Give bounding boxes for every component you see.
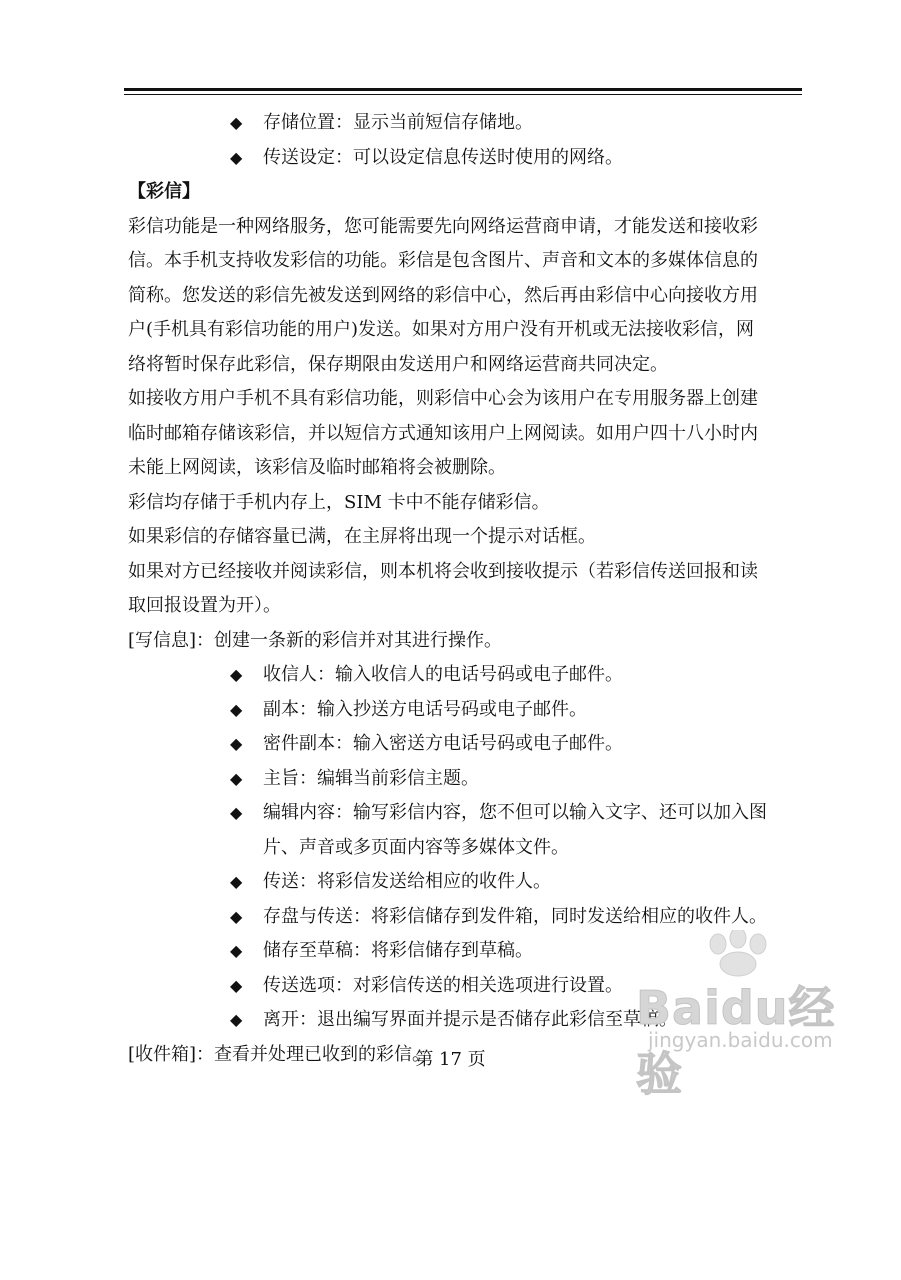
list-item: ◆ 离开：退出编写界面并提示是否储存此彩信至草稿。 xyxy=(128,1003,804,1038)
list-item: ◆ 副本：输入抄送方电话号码或电子邮件。 xyxy=(128,693,804,728)
watermark-url: jingyan.baidu.com xyxy=(648,1028,833,1052)
paw-icon xyxy=(696,930,786,978)
list-item-continuation: 片、声音或多页面内容等多媒体文件。 xyxy=(263,836,569,858)
paragraph-line: 彩信均存储于手机内存上，SIM 卡中不能存储彩信。 xyxy=(128,491,550,513)
list-item: ◆ 传送：将彩信发送给相应的收件人。 xyxy=(128,865,804,900)
baidu-watermark xyxy=(636,930,876,1240)
section-title: 【彩信】 xyxy=(128,181,200,202)
diamond-bullet-icon: ◆ xyxy=(230,803,243,822)
paragraph-line: 彩信功能是一种网络服务，您可能需要先向网络运营商申请，才能发送和接收彩 xyxy=(128,215,758,237)
list-item: ◆ 编辑内容：输写彩信内容，您不但可以输入文字、还可以加入图 xyxy=(128,796,804,831)
inbox-heading: [收件箱]：查看并处理已收到的彩信。 xyxy=(128,1043,431,1065)
diamond-bullet-icon: ◆ xyxy=(230,872,243,891)
list-item: ◆ 传送选项：对彩信传送的相关选项进行设置。 xyxy=(128,969,804,1004)
diamond-bullet-icon: ◆ xyxy=(230,113,243,132)
diamond-bullet-icon: ◆ xyxy=(230,699,243,719)
diamond-bullet-icon: ◆ xyxy=(230,734,243,753)
watermark-logo: Baidu经验 xyxy=(636,981,836,1101)
diamond-bullet-icon: ◆ xyxy=(230,665,243,684)
diamond-bullet-icon: ◆ xyxy=(230,1010,243,1029)
diamond-bullet-icon: ◆ xyxy=(230,906,243,926)
diamond-bullet-icon: ◆ xyxy=(230,941,243,960)
list-item: ◆ 传送设定：可以设定信息传送时使用的网络。 xyxy=(128,141,804,176)
paragraph-line: 如接收方用户手机不具有彩信功能，则彩信中心会为该用户在专用服务器上创建 xyxy=(128,388,758,409)
page-number: 第 17 页 xyxy=(415,1049,486,1070)
header-rule xyxy=(124,88,802,91)
paragraph-line: 如果对方已经接收并阅读彩信，则本机将会收到接收提示（若彩信传送回报和读 xyxy=(128,560,758,582)
paragraph-line: 络将暂时保存此彩信，保存期限由发送用户和网络运营商共同决定。 xyxy=(128,353,668,375)
write-message-heading: [写信息]：创建一条新的彩信并对其进行操作。 xyxy=(128,629,503,651)
header-rule-thin xyxy=(124,94,802,95)
list-item: ◆ 存盘与传送：将彩信储存到发件箱，同时发送给相应的收件人。 xyxy=(128,900,804,935)
list-item: ◆ 存储位置：显示当前短信存储地。 xyxy=(128,106,804,141)
diamond-bullet-icon: ◆ xyxy=(230,768,243,788)
paragraph-line: 如果彩信的存储容量已满，在主屏将出现一个提示对话框。 xyxy=(128,526,596,547)
paragraph-line: 临时邮箱存储该彩信，并以短信方式通知该用户上网阅读。如用户四十八小时内 xyxy=(128,422,758,444)
paragraph-line: 信。本手机支持收发彩信的功能。彩信是包含图片、声音和文本的多媒体信息的 xyxy=(128,250,758,271)
diamond-bullet-icon: ◆ xyxy=(230,975,243,995)
list-item: ◆ 收信人：输入收信人的电话号码或电子邮件。 xyxy=(128,658,804,693)
paragraph-line: 简称。您发送的彩信先被发送到网络的彩信中心，然后再由彩信中心向接收方用 xyxy=(128,284,758,306)
paragraph-line: 户(手机具有彩信功能的用户)发送。如果对方用户没有开机或无法接收彩信，网 xyxy=(128,319,755,340)
list-item: ◆ 密件副本：输入密送方电话号码或电子邮件。 xyxy=(128,727,804,762)
page-content xyxy=(128,106,804,1072)
diamond-bullet-icon: ◆ xyxy=(230,147,243,167)
list-item: ◆ 主旨：编辑当前彩信主题。 xyxy=(128,762,804,797)
list-item: ◆ 储存至草稿：将彩信储存到草稿。 xyxy=(128,934,804,969)
paragraph-line: 未能上网阅读，该彩信及临时邮箱将会被删除。 xyxy=(128,457,506,478)
paragraph-line: 取回报设置为开）。 xyxy=(128,595,281,616)
